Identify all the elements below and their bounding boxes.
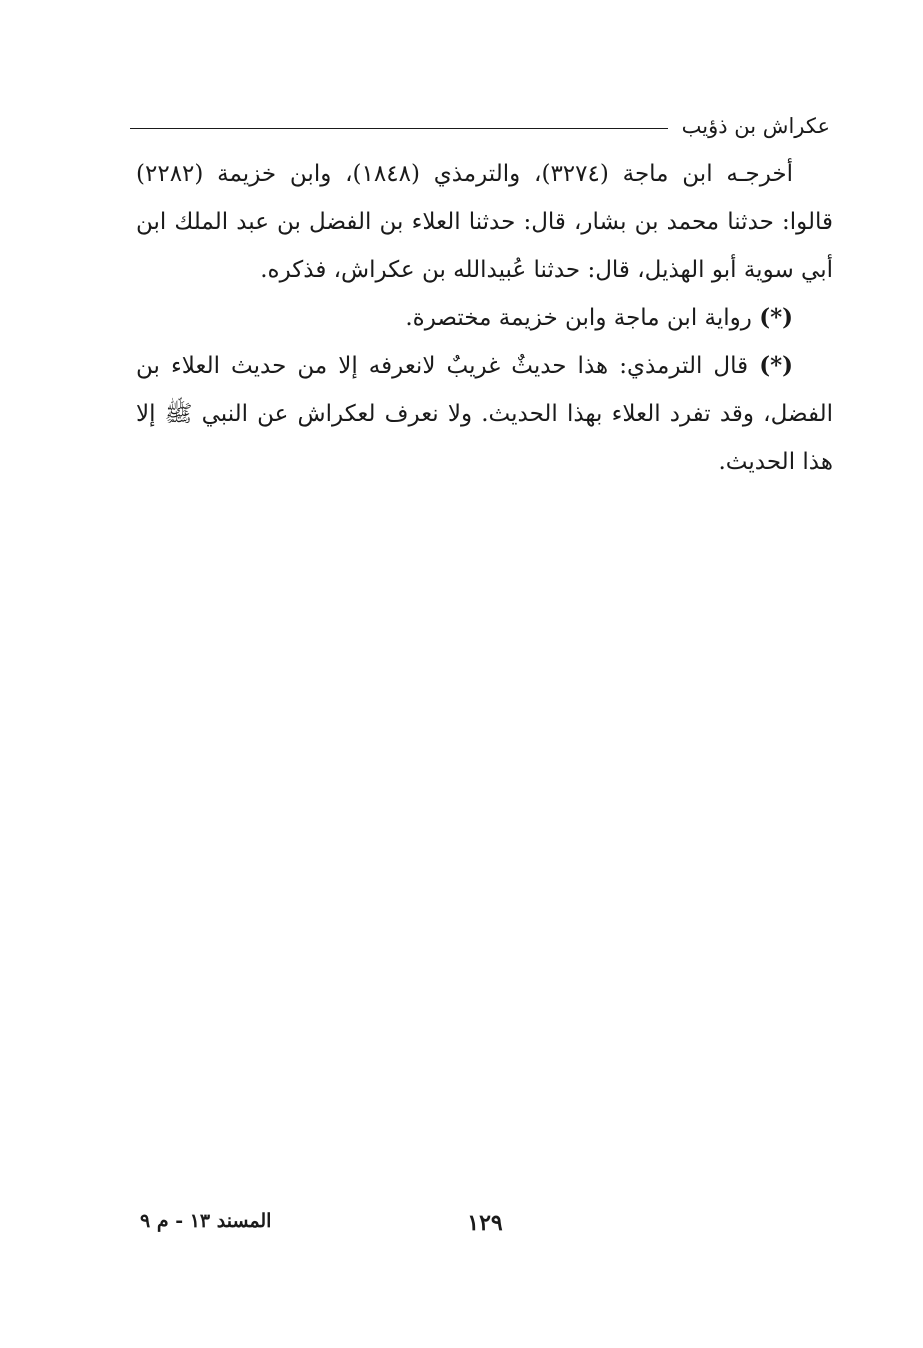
running-header-title: عكراش بن ذؤيب [681, 114, 830, 138]
citation-paragraph: أخرجـه ابن ماجة (٣٢٧٤)، والترمذي (١٨٤٨)، وابن خزيمة (٢٢٨٢) قالوا: حدثنا محمد بن بشار، قال: حدثنا العلاء بن الفضل بن عبد الملك ابن أبي سوية أبو الهذيل، قال: حدثنا عُبيدالله بن عكراش، فذكره. [136, 161, 833, 283]
page-footer [0, 1210, 923, 1250]
note-marker: (*) [759, 304, 793, 331]
printer-signature: المسند ١٣ - م ٩ [140, 1210, 272, 1232]
page-number: ١٢٩ [467, 1210, 503, 1236]
header-rule [130, 128, 668, 129]
note-marker: (*) [759, 352, 793, 379]
note-text: قال الترمذي: هذا حديثٌ غريبٌ لانعرفه إلا من حديث العلاء بن الفضل، وقد تفرد العلاء بهذا الحديث. ولا نعرف لعكراش عن النبي ﷺ إلا هذا الحديث. [136, 353, 833, 475]
note-paragraph [136, 294, 833, 342]
body-text [136, 150, 833, 486]
note-text: رواية ابن ماجة وابن خزيمة مختصرة. [405, 305, 752, 331]
note-paragraph [136, 342, 833, 486]
running-header [130, 108, 830, 144]
